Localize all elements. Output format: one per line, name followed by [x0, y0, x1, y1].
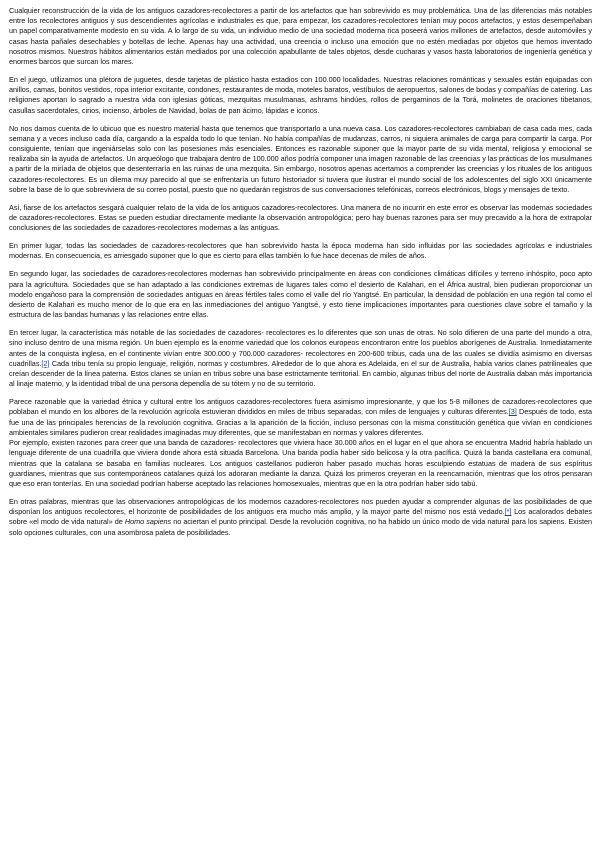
footnote-link-star[interactable]: [*] — [504, 507, 512, 517]
footnote-link-2[interactable]: [2] — [41, 358, 50, 368]
paragraph-9 — [9, 497, 592, 538]
paragraph-8-text-c: Por ejemplo, existen razones para creer que una banda de cazadores- recolectores que viviera hace 30.000 años en el lugar en el que ahora se encuentra Madrid habría hablado un lenguaje diferente de una cuadrilla que viviera donde ahora está situada Barcelona. Una banda podía haber sido belicosa y la otra pacífica. Quizá la banda castellana era comunal, mientras que la catalana se basaba en familias nucleares. Los antiguos castellanos pudieron haber pasado muchas horas esculpiendo estatuas de madera de sus espíritus guardianes, mientras que sus contemporáneos catalanes quizá los adoraran mediante la danza. Quizá los primeros creyeran en la reencarnación, mientras que los otros pensaran que eso eran tonterías. En una sociedad podrían haberse aceptado las relaciones homosexuales, mientras que en la otra podrían haber sido tabú. — [9, 438, 592, 488]
paragraph-1: Cualquier reconstrucción de la vida de los antiguos cazadores-recolectores a partir de los artefactos que han sobrevivido es muy problemática. Una de las diferencias más notables entre los recolectores antiguos y sus descendientes agrícolas e industriales es que, para empezar, los cazadores-recolectores tenían muy pocos artefactos, y estos desempeñaban un papel comparativamente modesto en su vida. A lo largo de su vida, un individuo medio de una sociedad moderna rica poseerá varios millones de artefactos, desde automóviles y casas hasta pañales desechables y botellas de leche. Apenas hay una actividad, una creencia o incluso una emoción que no estén mediadas por objetos que hemos inventado nosotros mismos. Nuestros hábitos alimentarios están mediados por una colección apabullante de tales objetos, desde cucharas y vasos hasta laboratorios de ingeniería genética y enormes barcos que surcan los mares. — [9, 6, 592, 67]
paragraph-9-text-a: En otras palabras, mientras que las observaciones antropológicas de los modernos cazadores-recolectores nos pueden ayudar a comprender algunas de las posibilidades de que disponían los antiguos recolectores, el horizonte de posibilidades de los antiguos era mucho más amplio, y la mayor parte del mismo nos está vedado. — [9, 496, 592, 517]
footnote-link-3[interactable]: [3] — [508, 407, 517, 417]
paragraph-3: No nos damos cuenta de lo ubicuo que es nuestro material hasta que tenemos que transportarlo a una nueva casa. Los cazadores-recolectores cambiaban de casa cada mes, cada semana y a veces incluso cada día, cargando a la espalda todo lo que tenían. No había compañías de mudanzas, carros, ni siquiera animales de carga para compartir la carga. Por consiguiente, tenían que ingeniárselas solo con las posesiones más esenciales. Entonces es razonable suponer que la mayor parte de su vida mental, religiosa y emocional se realizaba sin la ayuda de artefactos. Un arqueólogo que trabajara dentro de 100.000 años podría componer una imagen razonable de las creencias y las prácticas de los musulmanes a partir de la miríada de objetos que desenterraría en las ruinas de una mezquita. Sin embargo, nosotros apenas acertamos a comprender las creencias y los rituales de los antiguos cazadores-recolectores. Es un dilema muy parecido al que se enfrentaría un futuro historiador si tuviera que ilustrar el mundo social de los adolescentes del siglo XXI únicamente sobre la base de lo que sobreviviera de su correo postal, puesto que no quedarán registros de sus conversaciones telefónicas, correos electrónicos, blogs y mensajes de texto. — [9, 123, 592, 194]
homo-sapiens-italic: Homo sapiens — [124, 517, 172, 527]
paragraph-2: En el juego, utilizamos una plétora de juguetes, desde tarjetas de plástico hasta estadios con 100.000 localidades. Nuestras relaciones románticas y sexuales están equipadas con anillos, camas, bonitos vestidos, ropa interior excitante, condones, restaurantes de moda, moteles baratos, vestíbulos de aeropuertos, salones de bodas y compañías de catering. Las religiones aportan lo sagrado a nuestra vida con iglesias góticas, mezquitas musulmanas, ashrams hindúes, rollos de pergaminos de la Torá, molinetes de oraciones tibetanos, casullas sacerdotales, cirios, incienso, árboles de Navidad, bolas de pan ácimo, lápidas e iconos. — [9, 75, 592, 115]
paragraph-7-text-a: En tercer lugar, la característica más notable de las sociedades de cazadores- recolectores es lo diferentes que son unas de otras. No solo difieren de una parte del mundo a otra, sino incluso dentro de una misma región. Un buen ejemplo es la enorme variedad que los colonos europeos encontraron entre los pueblos aborígenes de Australia. Inmediatamente antes de la conquista inglesa, en el continente vivían entre 300.000 y 700.000 cazadores- recolectores en 200-600 tribus, cada una de las cuales se dividía asimismo en diversas cuadrillas. — [9, 328, 592, 368]
paragraph-5: En primer lugar, todas las sociedades de cazadores-recolectores que han sobrevivido hasta la época moderna han sido influidas por las sociedades agrícolas e industriales modernas. En consecuencia, es arriesgado suponer que lo que es cierto para ellas también lo fue hace decenas de miles de años. — [9, 241, 592, 261]
paragraph-4: Así, fiarse de los artefactos sesgará cualquier relato de la vida de los antiguos cazadores-recolectores. Una manera de no incurrir en este error es observar las modernas sociedades de cazadores-recolectores. Estas se pueden estudiar directamente mediante la observación antropológica; pero hay buenas razones para ser muy precavido a la hora de extrapolar conclusiones de las sociedades de cazadores-recolectores modernas a las antiguas. — [9, 202, 592, 233]
paragraph-9-text-b: Los acalorados debates sobre «el modo de vida natural» de — [9, 507, 592, 527]
paragraph-7 — [9, 328, 592, 389]
paragraph-6: En segundo lugar, las sociedades de cazadores-recolectores modernas han sobrevivido principalmente en áreas con condiciones climáticas difíciles y terreno inhóspito, poco apto para la agricultura. Sociedades que se han adaptado a las condiciones extremas de lugares tales como el desierto de Kalahari, en el África austral, bien pudieran proporcionar un modelo engañoso para la comprensión de sociedades antiguas en áreas fértiles tales como el valle del río Yangtsé. En particular, la densidad de población en una región tal como el desierto de Kalahari es mucho menor de lo que era en las inmediaciones del antiguo Yangtsé, y esto tiene implicaciones importantes para cuestiones clave sobre el tamaño y la estructura de las bandas humanas y las relaciones entre ellas. — [9, 269, 592, 320]
paragraph-8-text-a: Parece razonable que la variedad étnica y cultural entre los antiguos cazadores-recolectores fuera asimismo impresionante, y que los 5-8 millones de cazadores-recolectores que poblaban el mundo en los albores de la revolución agrícola estuvieran divididos en miles de tribus separadas, con miles de lenguajes y culturas diferentes. — [9, 397, 592, 417]
paragraph-8-text-b: Después de todo, esta fue una de las principales herencias de la revolución cognitiva. Gracias a la aparición de la ficción, incluso personas con la misma constitución genética que vivían en condiciones ambientales similares pudieron crear realidades imaginadas muy diferentes, que se manifestaban en normas y valores diferentes. — [9, 407, 593, 437]
paragraph-8 — [9, 397, 592, 489]
paragraph-7-text-b: Cada tribu tenía su propio lenguaje, religión, normas y costumbres. Alrededor de lo que ahora es Adelaida, en el sur de Australia, había varios clanes patrilineales que creían descender de la línea paterna. Estos clanes se unían en tribus sobre una base estrictamente territorial. En cambio, algunas tribus del norte de Australia daban más importancia al linaje materno, y la identidad tribal de una persona dependía de su tótem y no de su territorio. — [9, 358, 593, 389]
paragraph-9-text-c: no aciertan el punto principal. Desde la revolución cognitiva, no ha habido un único modo de vida natural para los sapiens. Existen solo opciones culturales, con una asombrosa paleta de posibilidades. — [9, 517, 592, 537]
